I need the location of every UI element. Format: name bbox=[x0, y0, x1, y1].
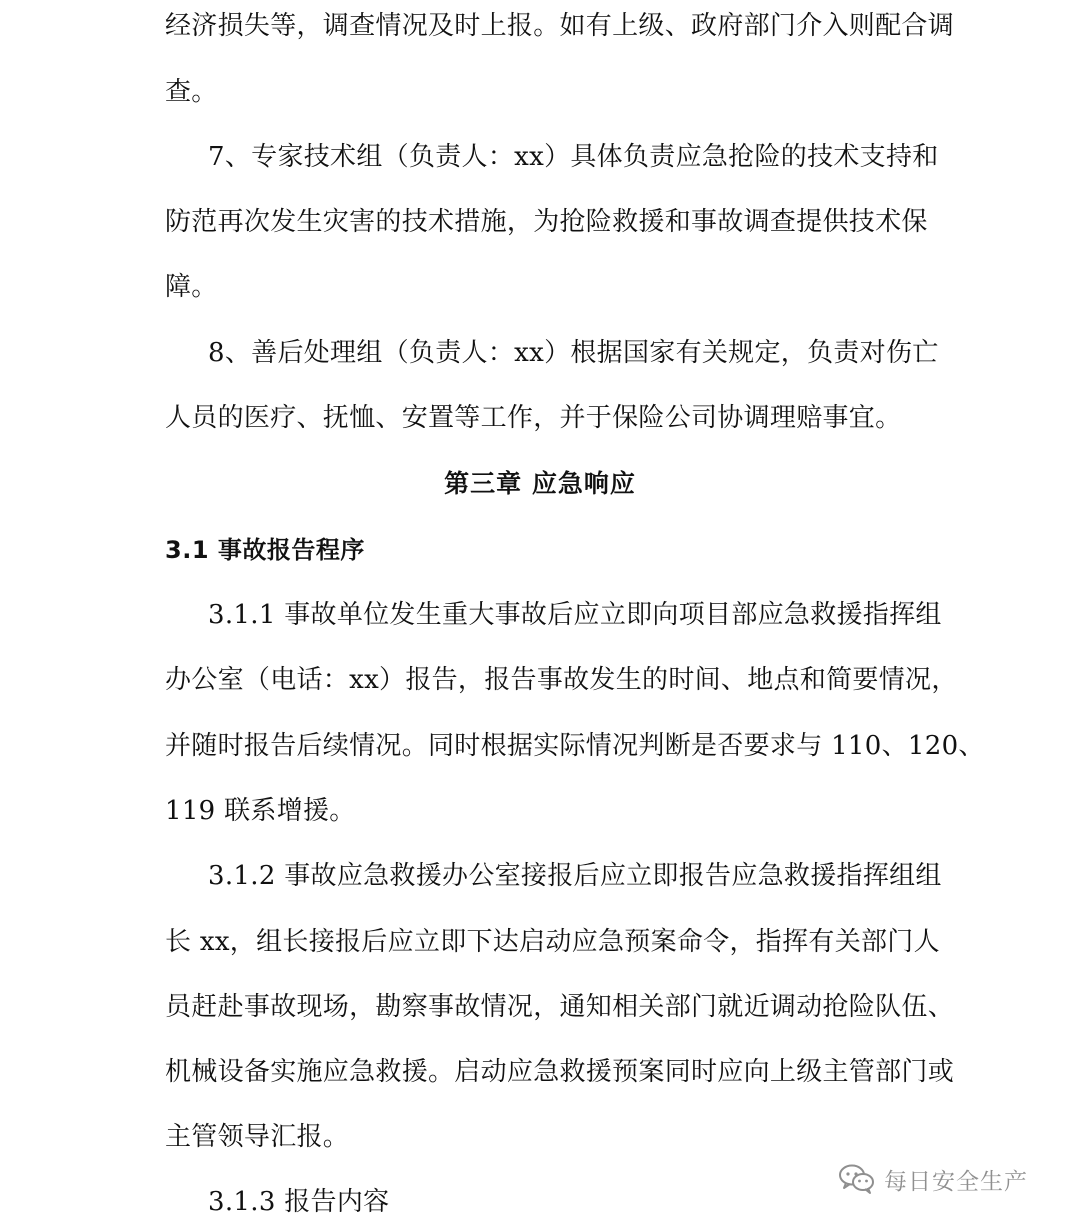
wechat-icon bbox=[838, 1163, 876, 1195]
body-text-line: 员赶赴事故现场，勘察事故情况，通知相关部门就近调动抢险队伍、 bbox=[165, 992, 955, 1022]
watermark bbox=[838, 1161, 1028, 1197]
section-title: 3.1 事故报告程序 bbox=[165, 536, 365, 564]
body-text-line: 119 联系增援。 bbox=[165, 796, 356, 826]
list-item-8: 8、善后处理组（负责人：xx）根据国家有关规定，负责对伤亡 bbox=[208, 338, 939, 368]
body-text-line: 人员的医疗、抚恤、安置等工作，并于保险公司协调理赔事宜。 bbox=[165, 403, 902, 433]
body-text-line: 办公室（电话：xx）报告，报告事故发生的时间、地点和简要情况， bbox=[165, 665, 958, 695]
list-item-7: 7、专家技术组（负责人：xx）具体负责应急抢险的技术支持和 bbox=[208, 142, 939, 172]
body-text-line: 经济损失等，调查情况及时上报。如有上级、政府部门介入则配合调 bbox=[165, 11, 955, 41]
body-text-line: 障。 bbox=[165, 272, 218, 302]
watermark-text: 每日安全生产 bbox=[884, 1168, 1028, 1195]
clause-3-1-2: 3.1.2 事故应急救援办公室接报后应立即报告应急救援指挥组组 bbox=[208, 861, 942, 891]
body-text-line: 主管领导汇报。 bbox=[165, 1122, 350, 1152]
body-text-line: 防范再次发生灾害的技术措施，为抢险救援和事故调查提供技术保 bbox=[165, 207, 928, 237]
chapter-title: 第三章 应急响应 bbox=[444, 469, 636, 498]
body-text-line: 查。 bbox=[165, 77, 218, 107]
body-text-line: 长 xx，组长接报后应立即下达启动应急预案命令，指挥有关部门人 bbox=[165, 927, 940, 957]
clause-3-1-1: 3.1.1 事故单位发生重大事故后应立即向项目部应急救援指挥组 bbox=[208, 600, 942, 630]
body-text-line: 机械设备实施应急救援。启动应急救援预案同时应向上级主管部门或 bbox=[165, 1057, 955, 1087]
clause-3-1-3: 3.1.3 报告内容 bbox=[208, 1187, 390, 1217]
body-text-line: 并随时报告后续情况。同时根据实际情况判断是否要求与 110、120、 bbox=[165, 731, 985, 761]
